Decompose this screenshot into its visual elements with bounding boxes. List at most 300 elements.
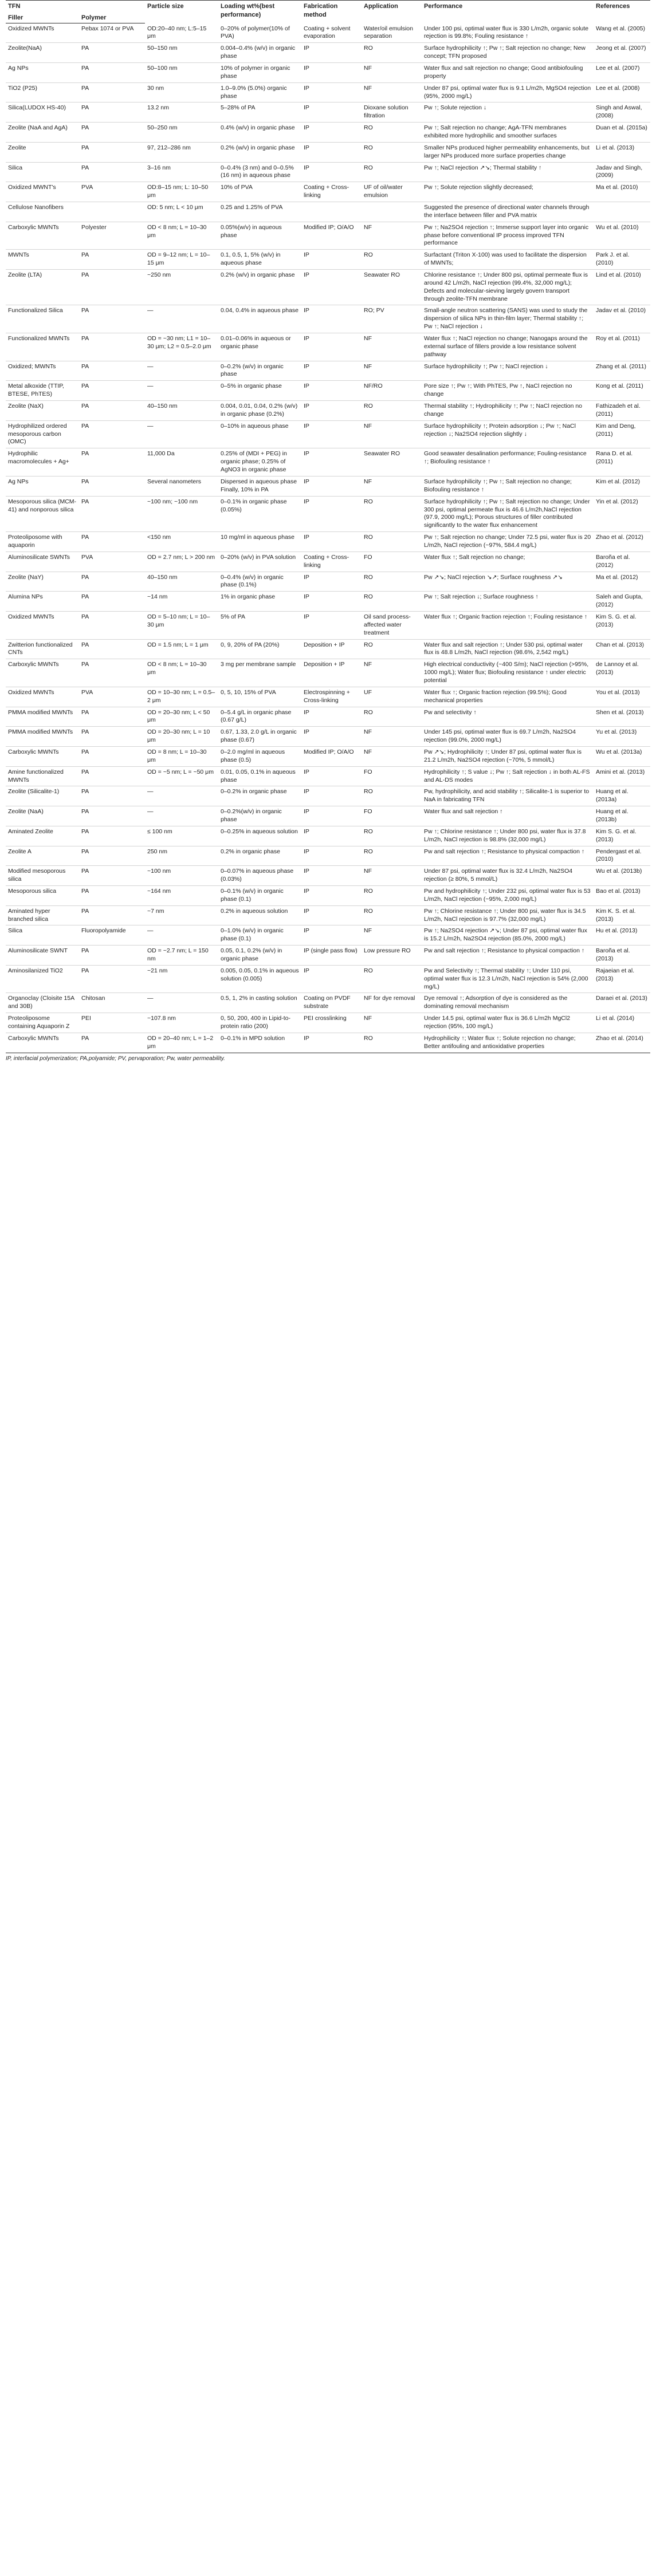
fabrication-cell: IP [301, 886, 362, 906]
fabrication-cell: Modified IP; O/A/O [301, 746, 362, 766]
reference-cell: Ma et al. (2010) [594, 182, 650, 202]
performance-cell: Water flux ↑; Organic fraction rejection ↑; Fouling resistance ↑ [422, 611, 594, 639]
reference-cell: Wu et al. (2013a) [594, 746, 650, 766]
particle-size-cell: 40–150 nm [145, 572, 218, 592]
filler-cell: Functionalized MWNTs [6, 333, 79, 361]
table-row [6, 103, 650, 123]
particle-size-cell: — [145, 925, 218, 946]
polymer-cell: PA [79, 305, 145, 333]
performance-cell: Pw and hydrophilicity ↑; Under 232 psi, optimal water flux is 53 L/m2h, NaCl rejection (~95%, 2,000 mg/L) [422, 886, 594, 906]
reference-cell: Rajaeian et al. (2013) [594, 965, 650, 993]
performance-cell: Hydrophilicity ↑; Water flux ↑; Solute rejection no change; Better antifouling and antioxidative properties [422, 1033, 594, 1053]
polymer-cell: PA [79, 103, 145, 123]
fabrication-cell: IP [301, 592, 362, 612]
loading-cell: 0–5% in organic phase [218, 381, 301, 401]
table-row [6, 123, 650, 143]
loading-cell: 0–20% of polymer(10% of PVA) [218, 23, 301, 43]
performance-cell: Water flux ↑; Salt rejection no change; [422, 552, 594, 572]
fabrication-cell: IP [301, 250, 362, 270]
reference-cell: Jadav et al. (2010) [594, 305, 650, 333]
application-cell: RO [362, 1033, 422, 1053]
reference-cell: Wang et al. (2005) [594, 23, 650, 43]
loading-cell: 0.05%(w/v) in aqueous phase [218, 222, 301, 250]
loading-cell: 0.01–0.06% in aqueous or organic phase [218, 333, 301, 361]
loading-cell: 0–0.4% (w/v) in organic phase (0.1%) [218, 572, 301, 592]
fabrication-cell: IP [301, 532, 362, 552]
filler-cell: Aminosilanized TiO2 [6, 965, 79, 993]
header-polymer: Polymer [79, 12, 145, 23]
fabrication-cell: IP [301, 806, 362, 826]
particle-size-cell: ~100 nm [145, 866, 218, 886]
application-cell: UF of oil/water emulsion [362, 182, 422, 202]
particle-size-cell: OD = 2.7 nm; L > 200 nm [145, 552, 218, 572]
fabrication-cell: Electrospinning + Cross-linking [301, 687, 362, 707]
application-cell: NF [362, 82, 422, 103]
application-cell: Seawater RO [362, 448, 422, 476]
particle-size-cell: OD = 9–12 nm; L = 10–15 μm [145, 250, 218, 270]
performance-cell: Pw ↑; Solute rejection slightly decreased; [422, 182, 594, 202]
particle-size-cell: OD = 10–30 nm; L = 0.5–2 μm [145, 687, 218, 707]
filler-cell: Hydrophilized ordered mesoporous carbon (OMC) [6, 420, 79, 448]
fabrication-cell: IP [301, 361, 362, 381]
particle-size-cell: — [145, 786, 218, 806]
table-footnote: IP, interfacial polymerization; PA,polyamide; PV, pervaporation; Pw, water permeability. [6, 1055, 225, 1062]
loading-cell: 3 mg per membrane sample [218, 659, 301, 687]
loading-cell: 0.05, 0.1, 0.2% (w/v) in organic phase [218, 946, 301, 966]
particle-size-cell: OD = 20–30 nm; L = 10 μm [145, 727, 218, 747]
loading-cell: 0.2% (w/v) in organic phase [218, 142, 301, 162]
application-cell: Oil sand process-affected water treatment [362, 611, 422, 639]
filler-cell: Proteoliposome containing Aquaporin Z [6, 1013, 79, 1033]
loading-cell: 0–0.25% in aqueous solution [218, 826, 301, 846]
table-row [6, 905, 650, 925]
loading-cell: 0–0.1% in MPD solution [218, 1033, 301, 1053]
filler-cell: Aluminosilicate SWNTs [6, 552, 79, 572]
polymer-cell: PA [79, 806, 145, 826]
table-row [6, 305, 650, 333]
table-row [6, 250, 650, 270]
reference-cell: Hu et al. (2013) [594, 925, 650, 946]
performance-cell: Under 87 psi, optimal water flux is 32.4 L/m2h, Na2SO4 rejection (≥ 80%, 5 mmol/L) [422, 866, 594, 886]
table-row [6, 381, 650, 401]
particle-size-cell: 40–150 nm [145, 401, 218, 421]
filler-cell: Metal alkoxide (TTIP, BTESE, PhTES) [6, 381, 79, 401]
polymer-cell: Polyester [79, 222, 145, 250]
performance-cell: Chlorine resistance ↑; Under 800 psi, optimal permeate flux is around 42 L/m2h, NaCl rejection (99.4%, 32,000 mg/L); Defects and molecular-sieving largely govern transport through zeolite-TFN membrane [422, 270, 594, 305]
reference-cell: Fathizadeh et al. (2011) [594, 401, 650, 421]
table-row [6, 202, 650, 222]
polymer-cell: PEI [79, 1013, 145, 1033]
performance-cell: Water flux ↑; NaCl rejection no change; Nanogaps around the external surface of fillers provide a low resistance solvent pathway [422, 333, 594, 361]
polymer-cell: PA [79, 886, 145, 906]
loading-cell: 10 mg/ml in aqueous phase [218, 532, 301, 552]
header-tfn: TFN [6, 1, 79, 12]
reference-cell: Wu et al. (2013b) [594, 866, 650, 886]
reference-cell: Duan et al. (2015a) [594, 123, 650, 143]
table-row [6, 82, 650, 103]
particle-size-cell: OD = ~5 nm; L = ~50 μm [145, 766, 218, 786]
application-cell: NF [362, 659, 422, 687]
loading-cell: 0–0.07% in aqueous phase (0.03%) [218, 866, 301, 886]
particle-size-cell: ~21 nm [145, 965, 218, 993]
table-row [6, 866, 650, 886]
reference-cell: Park J. et al. (2010) [594, 250, 650, 270]
filler-cell: Modified mesoporous silica [6, 866, 79, 886]
polymer-cell: PA [79, 639, 145, 659]
fabrication-cell: IP [301, 727, 362, 747]
polymer-cell: PA [79, 1033, 145, 1053]
table-row [6, 965, 650, 993]
filler-cell: Zeolite [6, 142, 79, 162]
fabrication-cell: Coating + Cross-linking [301, 182, 362, 202]
table-row [6, 846, 650, 866]
loading-cell: 0.004–0.4% (w/v) in organic phase [218, 43, 301, 63]
loading-cell: 0–2.0 mg/ml in aqueous phase (0.5) [218, 746, 301, 766]
polymer-cell: PA [79, 333, 145, 361]
reference-cell: Lee et al. (2008) [594, 82, 650, 103]
fabrication-cell: IP [301, 162, 362, 182]
application-cell [362, 202, 422, 222]
performance-cell: Pw ↑; Salt rejection no change; Under 72.5 psi, water flux is 20 L/m2h, NaCl rejection (~97%, 584.4 mg/L) [422, 532, 594, 552]
application-cell: RO [362, 162, 422, 182]
particle-size-cell: OD:8–15 nm; L: 10–50 μm [145, 182, 218, 202]
performance-cell: Dye removal ↑; Adsorption of dye is considered as the dominating removal mechanism [422, 993, 594, 1013]
polymer-cell: PA [79, 142, 145, 162]
table-row [6, 532, 650, 552]
polymer-cell: PA [79, 965, 145, 993]
polymer-cell: PA [79, 361, 145, 381]
reference-cell: Pendergast et al. (2010) [594, 846, 650, 866]
application-cell: Seawater RO [362, 270, 422, 305]
table-row [6, 639, 650, 659]
loading-cell: 0.01, 0.05, 0.1% in aqueous phase [218, 766, 301, 786]
performance-cell: Water flux and salt rejection ↑ [422, 806, 594, 826]
performance-cell: Water flux and salt rejection ↑; Under 530 psi, optimal water flux is 48.8 L/m2h, NaCl rejection (98.6%, 2,542 mg/L) [422, 639, 594, 659]
application-cell: RO [362, 496, 422, 531]
loading-cell: 0–0.1% in organic phase (0.05%) [218, 496, 301, 531]
table-row [6, 162, 650, 182]
performance-cell: Small-angle neutron scattering (SANS) was used to study the dispersion of silica NPs in thin-film layer; Thermal stability ↑; Pw ↑; NaCl rejection ↓ [422, 305, 594, 333]
particle-size-cell: ~107.8 nm [145, 1013, 218, 1033]
particle-size-cell: — [145, 420, 218, 448]
reference-cell: Bao et al. (2013) [594, 886, 650, 906]
loading-cell: 0.4% (w/v) in organic phase [218, 123, 301, 143]
table-row [6, 786, 650, 806]
reference-cell: Chan et al. (2013) [594, 639, 650, 659]
fabrication-cell: Modified IP; O/A/O [301, 222, 362, 250]
reference-cell: Amini et al. (2013) [594, 766, 650, 786]
filler-cell: Carboxylic MWNTs [6, 659, 79, 687]
application-cell: RO [362, 707, 422, 727]
polymer-cell: PA [79, 82, 145, 103]
application-cell: RO [362, 572, 422, 592]
polymer-cell: PA [79, 270, 145, 305]
header-application: Application [362, 1, 422, 23]
reference-cell: Huang et al. (2013a) [594, 786, 650, 806]
application-cell: NF [362, 361, 422, 381]
application-cell: RO [362, 250, 422, 270]
filler-cell: Zeolite (Silicalite-1) [6, 786, 79, 806]
table-row [6, 707, 650, 727]
filler-cell: Zeolite (LTA) [6, 270, 79, 305]
polymer-cell: Chitosan [79, 993, 145, 1013]
loading-cell: 0.5, 1, 2% in casting solution [218, 993, 301, 1013]
tfn-comparison-table [6, 0, 650, 1053]
particle-size-cell: ~7 nm [145, 905, 218, 925]
reference-cell: You et al. (2013) [594, 687, 650, 707]
performance-cell: Suggested the presence of directional water channels through the interface between filler and PVA matrix [422, 202, 594, 222]
fabrication-cell: IP [301, 965, 362, 993]
particle-size-cell: — [145, 381, 218, 401]
filler-cell: Ag NPs [6, 62, 79, 82]
particle-size-cell: 50–150 nm [145, 43, 218, 63]
filler-cell: Organoclay (Cloisite 15A and 30B) [6, 993, 79, 1013]
filler-cell: Zeolite (NaA) [6, 806, 79, 826]
particle-size-cell: 97, 212–286 nm [145, 142, 218, 162]
polymer-cell: PA [79, 123, 145, 143]
polymer-cell: PA [79, 250, 145, 270]
performance-cell: Surface hydrophilicity ↑; Pw ↑; Salt rejection no change; Biofouling resistance ↑ [422, 476, 594, 496]
performance-cell: Pw and Selectivity ↑; Thermal stability ↑; Under 110 psi, optimal water flux is 12.3 L/m2h, NaCl rejection is 54% (2,000 mg/L) [422, 965, 594, 993]
reference-cell: Kim S. G. et al. (2013) [594, 611, 650, 639]
loading-cell: 0–1.0% (w/v) in organic phase (0.1) [218, 925, 301, 946]
particle-size-cell: Several nanometers [145, 476, 218, 496]
reference-cell: Zhao et al. (2012) [594, 532, 650, 552]
polymer-cell: PA [79, 826, 145, 846]
table-row [6, 993, 650, 1013]
filler-cell: PMMA modified MWNTs [6, 707, 79, 727]
reference-cell: Kong et al. (2011) [594, 381, 650, 401]
table-row [6, 925, 650, 946]
reference-cell: Wu et al. (2010) [594, 222, 650, 250]
performance-cell: Surface hydrophilicity ↑; Pw ↑; Salt rejection no change; New concept; TFN proposed [422, 43, 594, 63]
particle-size-cell: — [145, 361, 218, 381]
particle-size-cell: OD = 20–40 nm; L = 1–2 μm [145, 1033, 218, 1053]
table-row [6, 659, 650, 687]
particle-size-cell: ~250 nm [145, 270, 218, 305]
filler-cell: PMMA modified MWNTs [6, 727, 79, 747]
particle-size-cell: OD:20–40 nm; L:5–15 μm [145, 23, 218, 43]
polymer-cell: PA [79, 905, 145, 925]
filler-cell: Silica [6, 925, 79, 946]
particle-size-cell: 250 nm [145, 846, 218, 866]
fabrication-cell: Deposition + IP [301, 639, 362, 659]
fabrication-cell: IP [301, 103, 362, 123]
particle-size-cell: OD < 8 nm; L = 10–30 μm [145, 222, 218, 250]
table-row [6, 552, 650, 572]
application-cell: RO [362, 905, 422, 925]
performance-cell: Pw and selectivity ↑ [422, 707, 594, 727]
reference-cell: Huang et al. (2013b) [594, 806, 650, 826]
application-cell: NF/RO [362, 381, 422, 401]
particle-size-cell: 11,000 Da [145, 448, 218, 476]
application-cell: RO [362, 826, 422, 846]
table-row [6, 1013, 650, 1033]
reference-cell: Daraei et al. (2013) [594, 993, 650, 1013]
performance-cell: Pw and salt rejection ↑; Resistance to physical compaction ↑ [422, 846, 594, 866]
filler-cell: Cellulose Nanofibers [6, 202, 79, 222]
fabrication-cell [301, 202, 362, 222]
filler-cell: Silica [6, 162, 79, 182]
fabrication-cell: IP [301, 707, 362, 727]
performance-cell: Hydrophilicity ↑; S value ↓; Pw ↑; Salt rejection ↓ in both AL-FS and AL-DS modes [422, 766, 594, 786]
table-row [6, 826, 650, 846]
fabrication-cell: IP [301, 826, 362, 846]
performance-cell: Good seawater desalination performance; Fouling-resistance ↑; Biofouling resistance ↑ [422, 448, 594, 476]
performance-cell: Water flux ↑; Organic fraction rejection (99.5%); Good mechanical properties [422, 687, 594, 707]
loading-cell: 5% of PA [218, 611, 301, 639]
table-row [6, 43, 650, 63]
particle-size-cell: 50–250 nm [145, 123, 218, 143]
performance-cell: Thermal stability ↑; Hydrophilicity ↑; Pw ↑; NaCl rejection no change [422, 401, 594, 421]
application-cell: UF [362, 687, 422, 707]
application-cell: NF [362, 925, 422, 946]
filler-cell: Oxidized; MWNTs [6, 361, 79, 381]
fabrication-cell: Coating + Cross-linking [301, 552, 362, 572]
filler-cell: Aminated hyper branched silica [6, 905, 79, 925]
fabrication-cell: IP [301, 786, 362, 806]
performance-cell: Pw ↑; NaCl rejection ↗↘; Thermal stability ↑ [422, 162, 594, 182]
header-filler: Filler [6, 12, 79, 23]
loading-cell: 0.25 and 1.25% of PVA [218, 202, 301, 222]
loading-cell: 0, 9, 20% of PA (20%) [218, 639, 301, 659]
fabrication-cell: IP [301, 766, 362, 786]
polymer-cell: PA [79, 786, 145, 806]
loading-cell: 0.2% in organic phase [218, 846, 301, 866]
fabrication-cell: IP [301, 305, 362, 333]
table-row [6, 687, 650, 707]
application-cell: NF [362, 476, 422, 496]
particle-size-cell: 13.2 nm [145, 103, 218, 123]
loading-cell: 1.0–9.0% (5.0%) organic phase [218, 82, 301, 103]
fabrication-cell: Coating + solvent evaporation [301, 23, 362, 43]
loading-cell: 5–28% of PA [218, 103, 301, 123]
loading-cell: 0.04, 0.4% in aqueous phase [218, 305, 301, 333]
table-row [6, 420, 650, 448]
polymer-cell: PA [79, 659, 145, 687]
performance-cell: Pw ↑; Na2SO4 rejection ↑; Immerse support layer into organic phase before conventional IP process improved TFN performance [422, 222, 594, 250]
document-page [6, 0, 650, 1064]
particle-size-cell: 50–100 nm [145, 62, 218, 82]
loading-cell: 0.004, 0.01, 0.04, 0.2% (w/v) in organic phase (0.2%) [218, 401, 301, 421]
fabrication-cell: IP [301, 62, 362, 82]
filler-cell: Oxidized MWNTs [6, 611, 79, 639]
loading-cell: 0.005, 0.05, 0.1% in aqueous solution (0.005) [218, 965, 301, 993]
fabrication-cell: IP [301, 420, 362, 448]
header-fabrication: Fabrication method [301, 1, 362, 23]
reference-cell: Li et al. (2013) [594, 142, 650, 162]
reference-cell: Lee et al. (2007) [594, 62, 650, 82]
table-row [6, 592, 650, 612]
particle-size-cell: ≤ 100 nm [145, 826, 218, 846]
loading-cell: 0.1, 0.5, 1, 5% (w/v) in aqueous phase [218, 250, 301, 270]
application-cell: RO [362, 532, 422, 552]
filler-cell: Oxidized MWNT's [6, 182, 79, 202]
reference-cell: Ma et al. (2012) [594, 572, 650, 592]
table-body [6, 23, 650, 1053]
header-particle-size: Particle size [145, 1, 218, 23]
reference-cell: de Lannoy et al. (2013) [594, 659, 650, 687]
application-cell: NF [362, 746, 422, 766]
loading-cell: 0–0.4% (3 nm) and 0–0.5% (16 nm) in aqueous phase [218, 162, 301, 182]
reference-cell: Zhang et al. (2011) [594, 361, 650, 381]
performance-cell: Under 145 psi, optimal water flux is 69.7 L/m2h, Na2SO4 rejection (99.0%, 2000 mg/L) [422, 727, 594, 747]
polymer-cell: PA [79, 846, 145, 866]
loading-cell: 0–0.1% (w/v) in organic phase (0.1) [218, 886, 301, 906]
reference-cell: Yin et al. (2012) [594, 496, 650, 531]
reference-cell [594, 202, 650, 222]
filler-cell: Silica(LUDOX HS-40) [6, 103, 79, 123]
fabrication-cell: IP [301, 905, 362, 925]
filler-cell: Zwitterion functionalized CNTs [6, 639, 79, 659]
table-row [6, 886, 650, 906]
particle-size-cell: ~100 nm; ~100 nm [145, 496, 218, 531]
polymer-cell: PA [79, 866, 145, 886]
particle-size-cell: OD = 5–10 nm; L = 10–30 μm [145, 611, 218, 639]
loading-cell: 0.25% of (MDI + PEG) in organic phase; 0.25% of AgNO3 in organic phase [218, 448, 301, 476]
table-row [6, 766, 650, 786]
table-row [6, 222, 650, 250]
performance-cell: Under 14.5 psi, optimal water flux is 36.6 L/m2h MgCl2 rejection (95%, 100 mg/L) [422, 1013, 594, 1033]
particle-size-cell: 3–16 nm [145, 162, 218, 182]
loading-cell: 0–0.2% in organic phase [218, 786, 301, 806]
loading-cell: 0.2% in aqueous solution [218, 905, 301, 925]
loading-cell: 0–10% in aqueous phase [218, 420, 301, 448]
filler-cell: Zeolite (NaY) [6, 572, 79, 592]
polymer-cell: PA [79, 162, 145, 182]
application-cell: RO [362, 142, 422, 162]
performance-cell: Pw ↑; Chlorine resistance ↑; Under 800 psi, water flux is 37.8 L/m2h, NaCl rejection is 98.8% (32,000 mg/L) [422, 826, 594, 846]
particle-size-cell: OD = 20–30 nm; L < 50 μm [145, 707, 218, 727]
header-loading: Loading wt%(best performance) [218, 1, 301, 23]
performance-cell: Under 100 psi, optimal water flux is 330 L/m2h, organic solute rejection is 99.8%; Fouling resistance ↑ [422, 23, 594, 43]
particle-size-cell: OD = 1.5 nm; L = 1 μm [145, 639, 218, 659]
loading-cell: 0, 5, 10, 15% of PVA [218, 687, 301, 707]
polymer-cell: PA [79, 43, 145, 63]
fabrication-cell: IP [301, 476, 362, 496]
fabrication-cell: IP [301, 123, 362, 143]
loading-cell: 10% of PVA [218, 182, 301, 202]
filler-cell: Alumina NPs [6, 592, 79, 612]
table-header [6, 1, 650, 23]
performance-cell: Pw ↗↘; Hydrophilicity ↑; Under 87 psi, optimal water flux is 21.2 L/m2h, Na2SO4 rejection (~70%, 5 mmol/L) [422, 746, 594, 766]
application-cell: Low pressure RO [362, 946, 422, 966]
performance-cell: Pw ↑; Salt rejection ↓; Surface roughness ↑ [422, 592, 594, 612]
particle-size-cell: — [145, 305, 218, 333]
loading-cell: 0.2% (w/v) in organic phase [218, 270, 301, 305]
application-cell: RO [362, 786, 422, 806]
table-row [6, 946, 650, 966]
reference-cell: Saleh and Gupta, (2012) [594, 592, 650, 612]
table-row [6, 142, 650, 162]
particle-size-cell: <150 nm [145, 532, 218, 552]
loading-cell: 0–5.4 g/L in organic phase (0.67 g/L) [218, 707, 301, 727]
fabrication-cell: IP [301, 448, 362, 476]
polymer-cell: PA [79, 448, 145, 476]
performance-cell: Pw, hydrophilicity, and acid stability ↑; Silicalite-1 is superior to NaA in fabricating TFN [422, 786, 594, 806]
application-cell: RO [362, 965, 422, 993]
header-performance: Performance [422, 1, 594, 23]
loading-cell: 10% of polymer in organic phase [218, 62, 301, 82]
particle-size-cell: 30 nm [145, 82, 218, 103]
filler-cell: Ag NPs [6, 476, 79, 496]
performance-cell: Under 87 psi, optimal water flux is 9.1 L/m2h, MgSO4 rejection (95%, 2000 mg/L) [422, 82, 594, 103]
particle-size-cell: OD = ~2.7 nm; L = 150 nm [145, 946, 218, 966]
fabrication-cell: Deposition + IP [301, 659, 362, 687]
performance-cell: Pw ↑; Chlorine resistance ↑; Under 800 psi, water flux is 34.5 L/m2h, NaCl rejection is 97.7% (32,000 mg/L) [422, 905, 594, 925]
polymer-cell: PVA [79, 552, 145, 572]
performance-cell: Surfactant (Triton X-100) was used to facilitate the dispersion of MWNTs; [422, 250, 594, 270]
